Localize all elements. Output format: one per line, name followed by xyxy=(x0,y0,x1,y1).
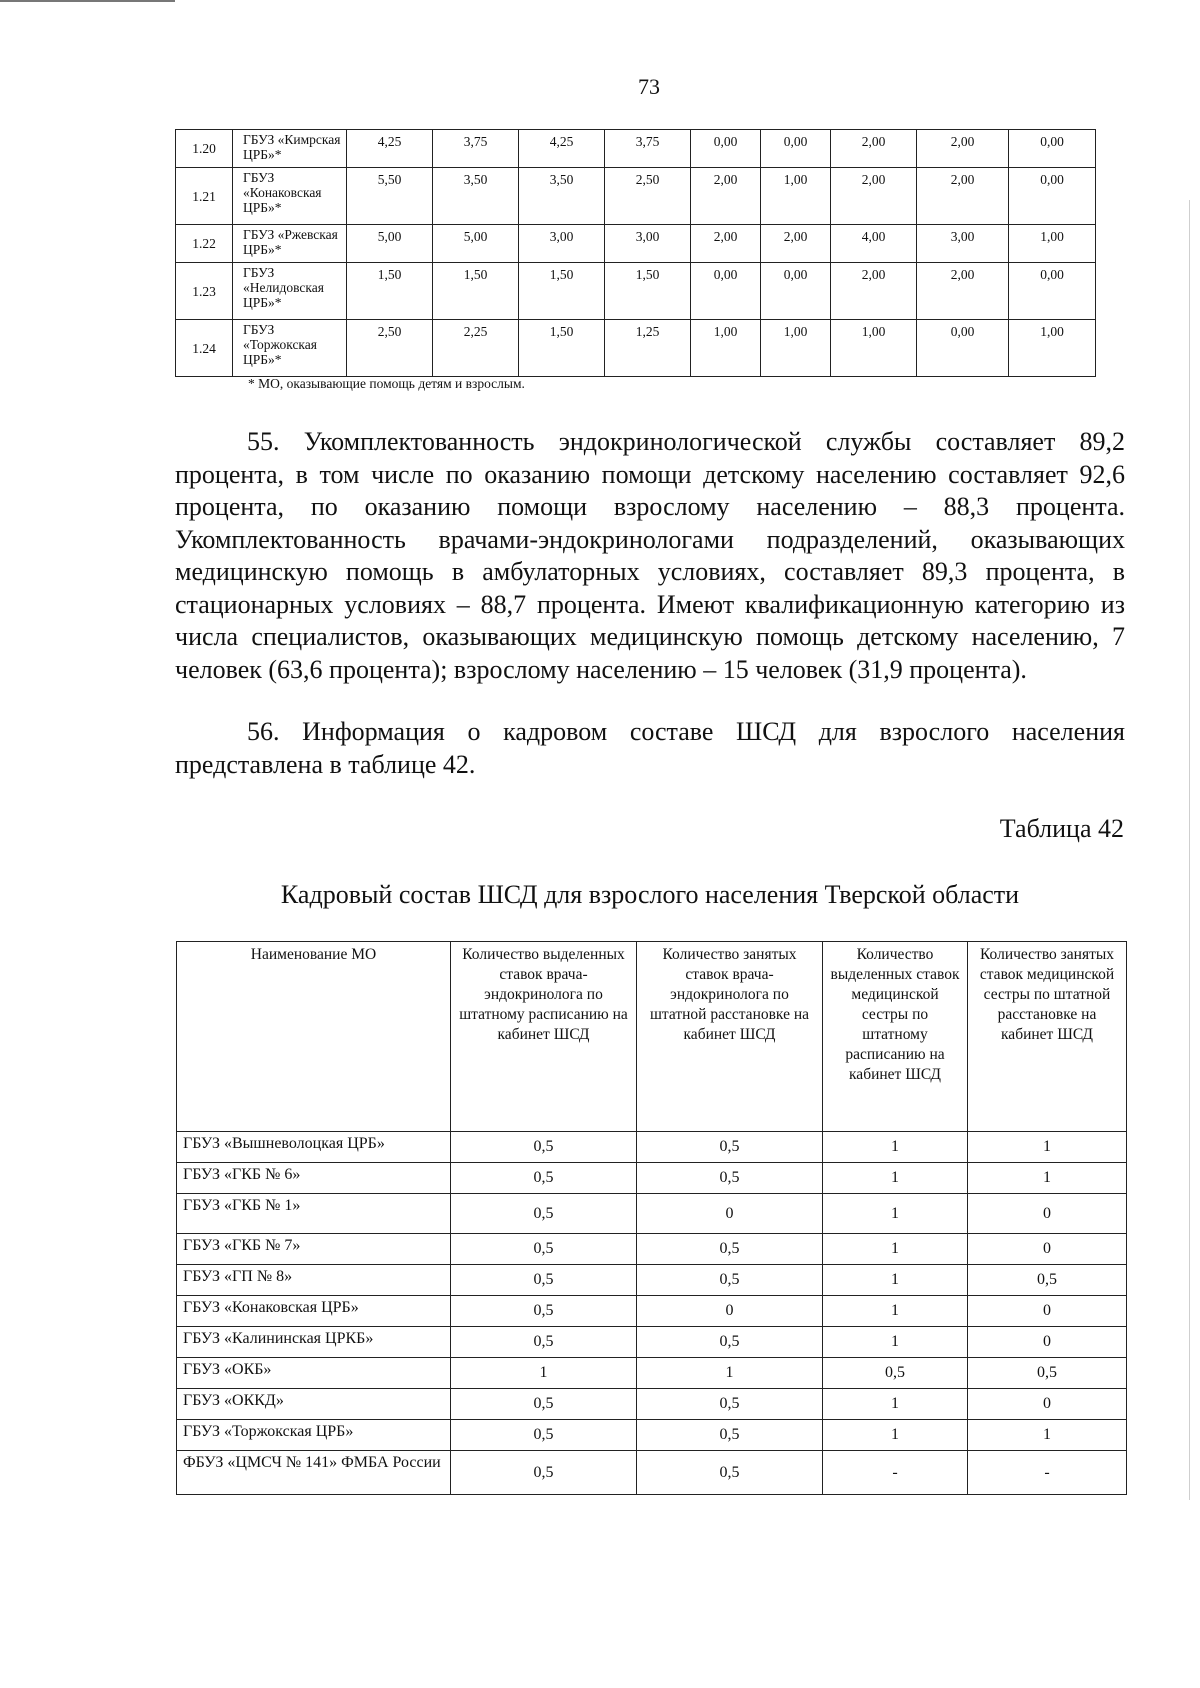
table-cell: 0,5 xyxy=(637,1420,823,1451)
scan-edge-line xyxy=(0,0,175,2)
table-cell: 0,5 xyxy=(451,1234,637,1265)
table-cell: 0,5 xyxy=(451,1451,637,1495)
table-cell: 0,5 xyxy=(451,1420,637,1451)
organization-name: ГБУЗ «ГКБ № 1» xyxy=(177,1194,451,1234)
table-cell: 1 xyxy=(823,1420,968,1451)
table-cell: 2,50 xyxy=(605,168,691,225)
table-cell: 0,5 xyxy=(451,1327,637,1358)
table-cell: 1 xyxy=(968,1132,1127,1163)
table-cell: 1 xyxy=(637,1358,823,1389)
table-cell: 0 xyxy=(968,1194,1127,1234)
table-cell: 1,00 xyxy=(1009,225,1096,263)
table-cell: 1,50 xyxy=(519,320,605,377)
table-cell: 2,00 xyxy=(691,168,761,225)
row-number: 1.23 xyxy=(176,263,233,320)
table-cell: 1 xyxy=(823,1234,968,1265)
table-cell: 0,5 xyxy=(637,1163,823,1194)
organization-name: ГБУЗ «ГКБ № 6» xyxy=(177,1163,451,1194)
table-cell: 1 xyxy=(823,1327,968,1358)
table-cell: 1 xyxy=(968,1163,1127,1194)
table-row xyxy=(176,263,1096,320)
table-cell: 0,5 xyxy=(451,1194,637,1234)
table-cell: 0 xyxy=(637,1296,823,1327)
table-cell: 2,25 xyxy=(433,320,519,377)
table-cell: 0,5 xyxy=(637,1132,823,1163)
table-cell: 0 xyxy=(968,1327,1127,1358)
organization-name: ГБУЗ «Вышневолоцкая ЦРБ» xyxy=(177,1132,451,1163)
table-cell: 1,00 xyxy=(691,320,761,377)
table-cell: 0,5 xyxy=(451,1265,637,1296)
table-row xyxy=(176,225,1096,263)
table-cell: 1 xyxy=(451,1358,637,1389)
table-cell: 3,75 xyxy=(433,130,519,168)
table-cell: 2,00 xyxy=(691,225,761,263)
paragraph-56 xyxy=(175,716,1125,781)
table-cell: 0 xyxy=(968,1234,1127,1265)
table-footnote: * МО, оказывающие помощь детям и взрослым. xyxy=(248,376,525,391)
table-row xyxy=(176,130,1096,168)
table-cell: 2,00 xyxy=(917,263,1009,320)
table-cell: 2,00 xyxy=(831,168,917,225)
table-cell: 2,00 xyxy=(831,263,917,320)
row-number: 1.20 xyxy=(176,130,233,168)
organization-name: ФБУЗ «ЦМСЧ № 141» ФМБА России xyxy=(177,1451,451,1495)
table-row xyxy=(177,1194,1127,1234)
column-header: Количество выделенных ставок врача-эндокринолога по штатному расписанию на кабинет ШСД xyxy=(451,942,637,1132)
table-cell: 0,00 xyxy=(1009,168,1096,225)
table-cell: 3,00 xyxy=(917,225,1009,263)
organization-name: ГБУЗ «ГП № 8» xyxy=(177,1265,451,1296)
table-row xyxy=(177,1296,1127,1327)
table-cell: 1,50 xyxy=(433,263,519,320)
organization-name: ГБУЗ «ОКБ» xyxy=(177,1358,451,1389)
table-cell: 1,50 xyxy=(347,263,433,320)
table-cell: 5,00 xyxy=(347,225,433,263)
table-cell: 1,50 xyxy=(605,263,691,320)
column-header: Наименование МО xyxy=(177,942,451,1132)
organization-name: ГБУЗ «Торжокская ЦРБ» xyxy=(177,1420,451,1451)
table-cell: 0,00 xyxy=(761,130,831,168)
table-cell: 2,00 xyxy=(761,225,831,263)
organization-name: ГБУЗ «ГКБ № 7» xyxy=(177,1234,451,1265)
table-cell: 0,5 xyxy=(451,1163,637,1194)
table-cell: 1,00 xyxy=(761,320,831,377)
table-cell: 3,00 xyxy=(605,225,691,263)
row-number: 1.22 xyxy=(176,225,233,263)
table-cell: 1,50 xyxy=(519,263,605,320)
table-cell: 2,00 xyxy=(917,168,1009,225)
table-row xyxy=(176,320,1096,377)
table-cell: 0,00 xyxy=(691,263,761,320)
row-number: 1.21 xyxy=(176,168,233,225)
organization-name: ГБУЗ «Ржевская ЦРБ»* xyxy=(233,225,347,263)
staffing-table-continued xyxy=(175,129,1096,377)
organization-name: ГБУЗ «ОККД» xyxy=(177,1389,451,1420)
paragraph-56-text: 56. Информация о кадровом составе ШСД для взрослого населения представлена в таблице 42. xyxy=(175,717,1125,779)
organization-name: ГБУЗ «Конаковская ЦРБ»* xyxy=(233,168,347,225)
table-cell: 0,00 xyxy=(1009,130,1096,168)
table-cell: 1 xyxy=(823,1163,968,1194)
table-row xyxy=(177,1132,1127,1163)
table-cell: 0,00 xyxy=(917,320,1009,377)
table-row xyxy=(177,1327,1127,1358)
table-cell: 1 xyxy=(823,1132,968,1163)
scan-edge-line xyxy=(1189,200,1190,1500)
table-row xyxy=(177,1234,1127,1265)
column-header: Количество выделенных ставок медицинской сестры по штатному расписанию на кабинет ШСД xyxy=(823,942,968,1132)
table-cell: 0,5 xyxy=(637,1451,823,1495)
paragraph-55-text: 55. Укомплектованность эндокринологической службы составляет 89,2 процента, в том числе по оказанию помощи детскому населению составляет 92,6 процента, по оказанию помощи взрослому населению – 88,3 процента. Укомплектованность врачами-эндокринологами подразделений, оказывающих медицинскую помощь в амбулаторных условиях, составляет 89,3 процента, в стационарных условиях – 88,7 процента. Имеют квалификационную категорию из числа специалистов, оказывающих медицинскую помощь детскому населению, 7 человек (63,6 процента); взрослому населению – 15 человек (31,9 процента). xyxy=(175,427,1125,684)
row-number: 1.24 xyxy=(176,320,233,377)
table-cell: 0 xyxy=(968,1296,1127,1327)
table-cell: 0,5 xyxy=(637,1234,823,1265)
table-row xyxy=(176,168,1096,225)
table-cell: 1 xyxy=(823,1296,968,1327)
table-caption: Кадровый состав ШСД для взрослого населения Тверской области xyxy=(280,880,1020,909)
table-cell: 2,50 xyxy=(347,320,433,377)
table-cell: - xyxy=(968,1451,1127,1495)
organization-name: ГБУЗ «Торжокская ЦРБ»* xyxy=(233,320,347,377)
table-cell: 1,00 xyxy=(831,320,917,377)
table-cell: 2,00 xyxy=(917,130,1009,168)
table-cell: 0,5 xyxy=(823,1358,968,1389)
table-row xyxy=(177,1358,1127,1389)
table-row xyxy=(177,1420,1127,1451)
shsd-staffing-table xyxy=(176,941,1127,1495)
paragraph-55 xyxy=(175,426,1125,686)
table-cell: 3,75 xyxy=(605,130,691,168)
table-row xyxy=(177,1265,1127,1296)
table-cell: 0,5 xyxy=(637,1327,823,1358)
column-header: Количество занятых ставок врача-эндокринолога по штатной расстановке на кабинет ШСД xyxy=(637,942,823,1132)
table-cell: 0,5 xyxy=(451,1296,637,1327)
table-cell: 0,5 xyxy=(968,1265,1127,1296)
page-number: 73 xyxy=(638,74,660,99)
table-cell: 3,50 xyxy=(519,168,605,225)
table-cell: 1,00 xyxy=(761,168,831,225)
table-cell: 0,00 xyxy=(691,130,761,168)
table-cell: 0,00 xyxy=(761,263,831,320)
table-cell: 0,5 xyxy=(968,1358,1127,1389)
table-row xyxy=(177,1163,1127,1194)
table-cell: 4,25 xyxy=(519,130,605,168)
table-cell: 0,5 xyxy=(637,1389,823,1420)
table-cell: 1 xyxy=(823,1389,968,1420)
table-cell: 1,00 xyxy=(1009,320,1096,377)
table-cell: 1 xyxy=(823,1265,968,1296)
table-cell: - xyxy=(823,1451,968,1495)
table-cell: 1 xyxy=(823,1194,968,1234)
table-label: Таблица 42 xyxy=(999,814,1124,843)
table-cell: 5,50 xyxy=(347,168,433,225)
organization-name: ГБУЗ «Кимрская ЦРБ»* xyxy=(233,130,347,168)
table-row xyxy=(177,1451,1127,1495)
table-cell: 3,00 xyxy=(519,225,605,263)
table-cell: 0 xyxy=(968,1389,1127,1420)
table-cell: 4,00 xyxy=(831,225,917,263)
table-cell: 0,5 xyxy=(637,1265,823,1296)
table-cell: 1,25 xyxy=(605,320,691,377)
table-cell: 0 xyxy=(637,1194,823,1234)
table-cell: 1 xyxy=(968,1420,1127,1451)
table-cell: 5,00 xyxy=(433,225,519,263)
column-header: Количество занятых ставок медицинской сестры по штатной расстановке на кабинет ШСД xyxy=(968,942,1127,1132)
table-cell: 0,00 xyxy=(1009,263,1096,320)
organization-name: ГБУЗ «Калининская ЦРКБ» xyxy=(177,1327,451,1358)
organization-name: ГБУЗ «Конаковская ЦРБ» xyxy=(177,1296,451,1327)
table-header-row xyxy=(177,942,1127,1132)
table-cell: 0,5 xyxy=(451,1389,637,1420)
table-cell: 4,25 xyxy=(347,130,433,168)
table-cell: 3,50 xyxy=(433,168,519,225)
table-cell: 2,00 xyxy=(831,130,917,168)
organization-name: ГБУЗ «Нелидовская ЦРБ»* xyxy=(233,263,347,320)
table-cell: 0,5 xyxy=(451,1132,637,1163)
table-row xyxy=(177,1389,1127,1420)
